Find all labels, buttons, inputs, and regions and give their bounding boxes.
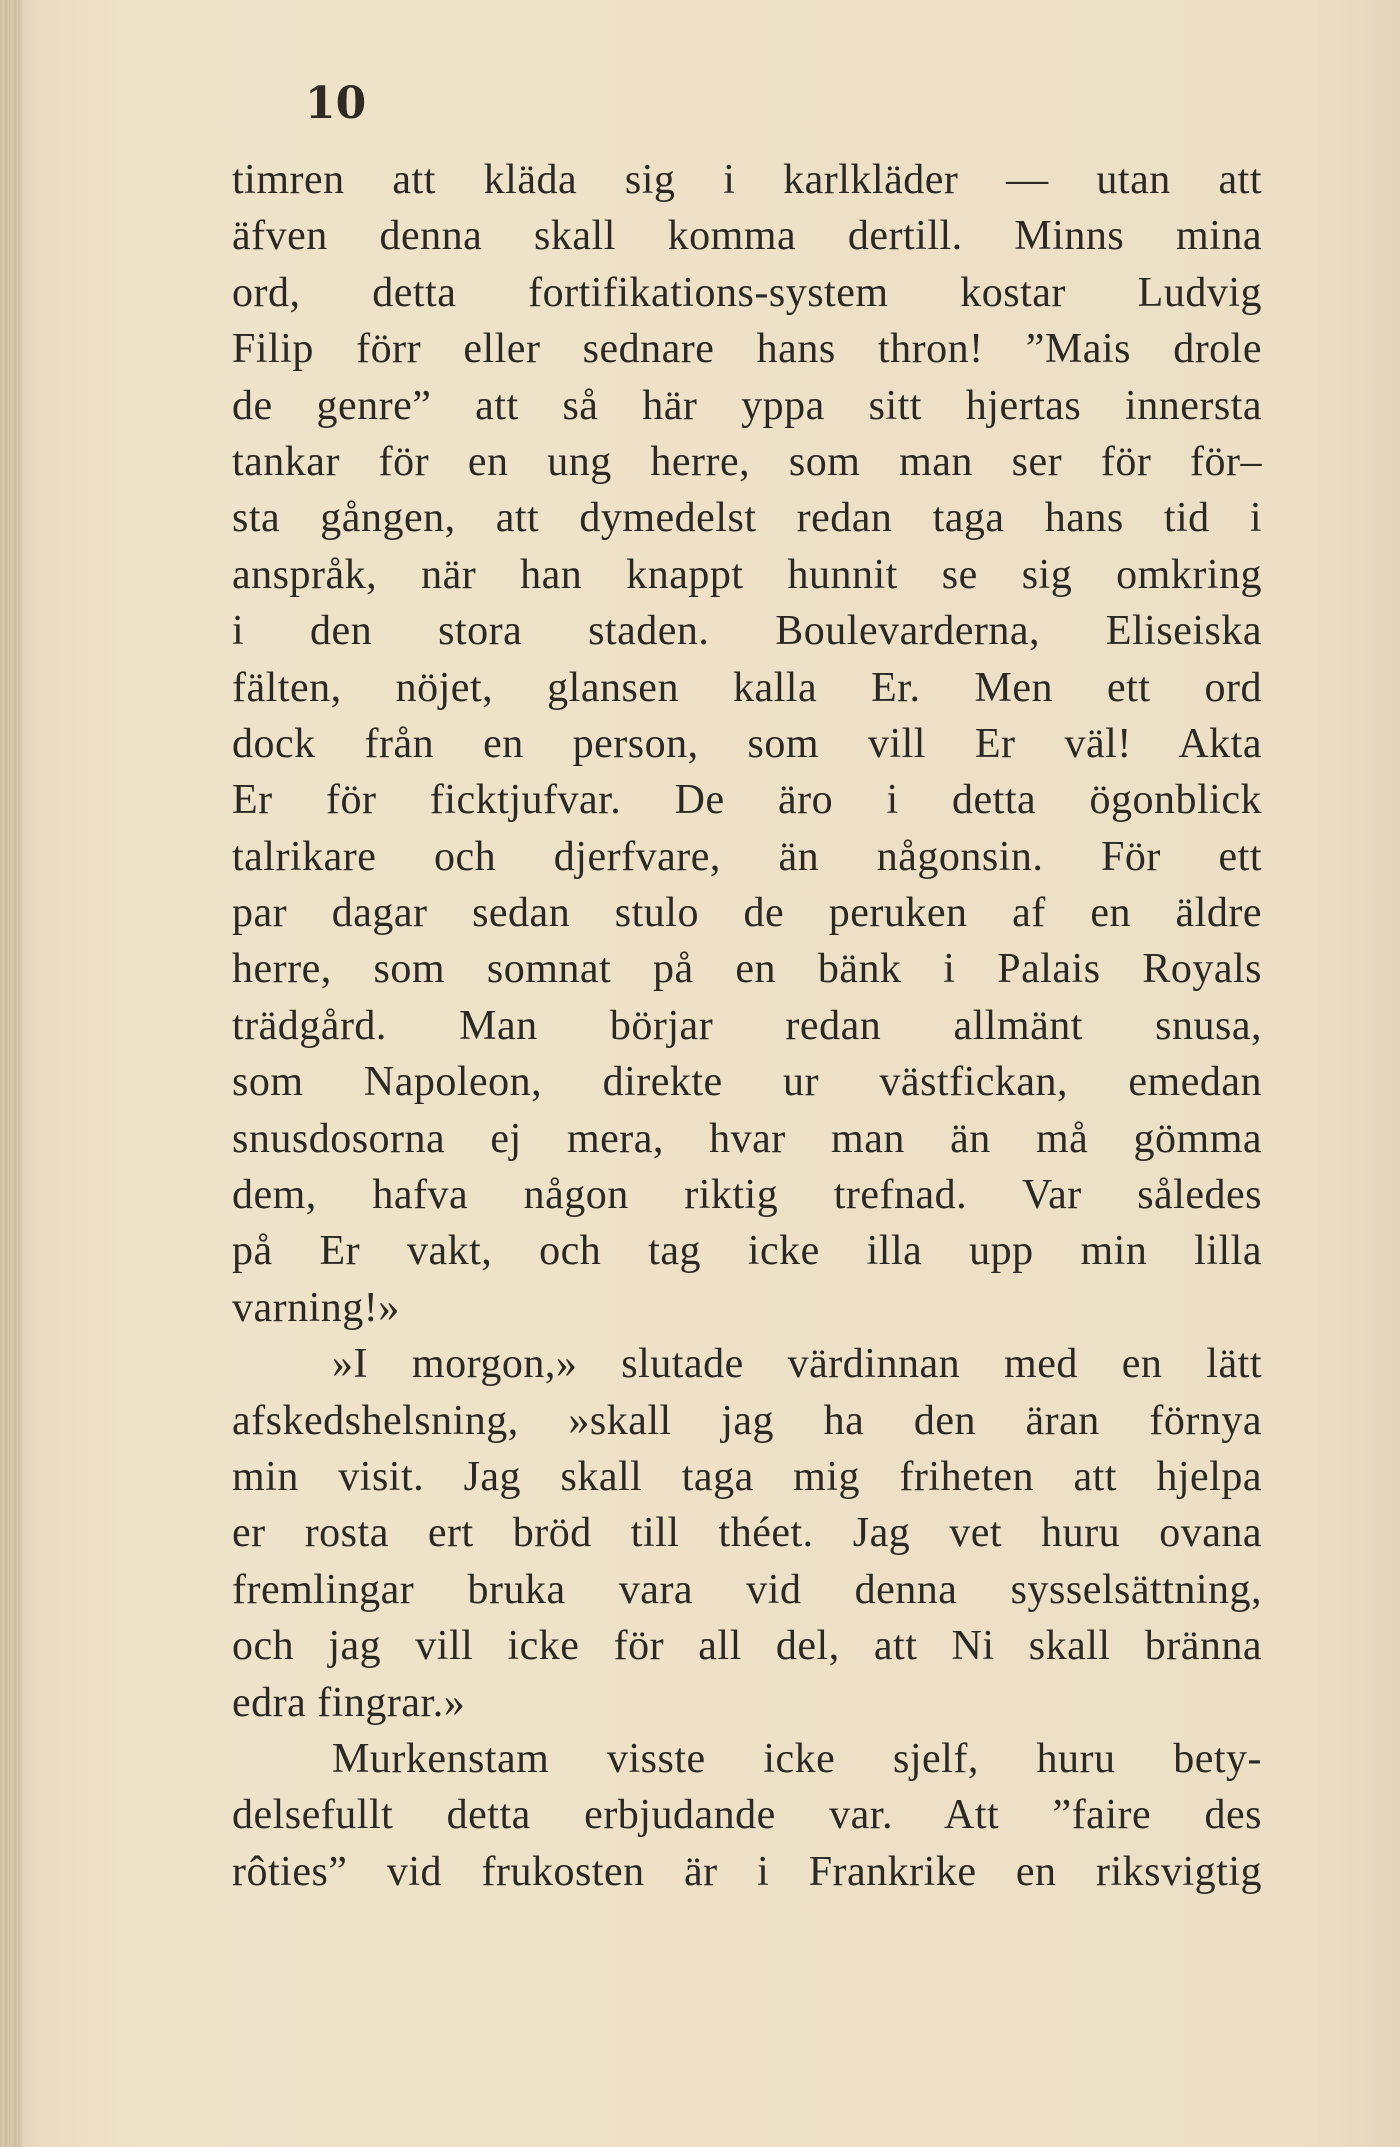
text-line: ord, detta fortifikations-system kostar Ludvig [232,269,1262,316]
text-line: i den stora staden. Boulevarderna, Eliseiska [232,608,1262,655]
text-line: er rosta ert bröd till théet. Jag vet huru ovana [232,1510,1262,1557]
text-line: Filip förr eller sednare hans thron! ”Mais drole [232,326,1262,373]
text-line: talrikare och djerfvare, än någonsin. För ett [232,833,1262,880]
page-number: 10 [305,78,367,129]
text-line: afskedshelsning, »skall jag ha den äran förnya [232,1397,1262,1444]
text-line: delsefullt detta erbjudande var. Att ”faire des [232,1792,1262,1839]
text-line: Er för ficktjufvar. De äro i detta ögonblick [232,777,1262,824]
text-line: par dagar sedan stulo de peruken af en äldre [232,890,1262,937]
paragraph-start-line: Murkenstam visste icke sjelf, huru bety- [332,1735,1262,1782]
body-text [232,152,1262,1900]
text-line: och jag vill icke för all del, att Ni skall bränna [232,1623,1262,1670]
text-line: de genre” att så här yppa sitt hjertas innersta [232,382,1262,429]
text-line: sta gången, att dymedelst redan taga hans tid i [232,495,1262,542]
text-line: rôties” vid frukosten är i Frankrike en riksvigtig [232,1848,1262,1895]
page-binding-edge [0,0,22,2147]
text-line: varning!» [232,1284,400,1331]
text-line: på Er vakt, och tag icke illa upp min lilla [232,1228,1262,1275]
text-line: edra fingrar.» [232,1679,466,1726]
text-line: herre, som somnat på en bänk i Palais Royals [232,946,1262,993]
text-line: min visit. Jag skall taga mig friheten att hjelpa [232,1453,1262,1500]
paragraph-start-line: »I morgon,» slutade värdinnan med en lätt [332,1341,1262,1388]
text-line: timren att kläda sig i karlkläder — utan att [232,157,1262,203]
text-line: anspråk, när han knappt hunnit se sig omkring [232,551,1262,598]
text-line: tankar för en ung herre, som man ser för för– [232,438,1262,485]
text-line: dem, hafva någon riktig trefnad. Var således [232,1172,1262,1219]
text-line: snusdosorna ej mera, hvar man än må gömma [232,1115,1262,1162]
text-line: fälten, nöjet, glansen kalla Er. Men ett ord [232,664,1262,711]
text-line: som Napoleon, direkte ur västfickan, emedan [232,1059,1262,1106]
text-line: dock från en person, som vill Er väl! Akta [232,720,1262,767]
text-line: äfven denna skall komma dertill. Minns mina [232,213,1262,260]
text-line: trädgård. Man börjar redan allmänt snusa, [232,1002,1262,1049]
text-line: fremlingar bruka vara vid denna sysselsättning, [232,1566,1262,1613]
